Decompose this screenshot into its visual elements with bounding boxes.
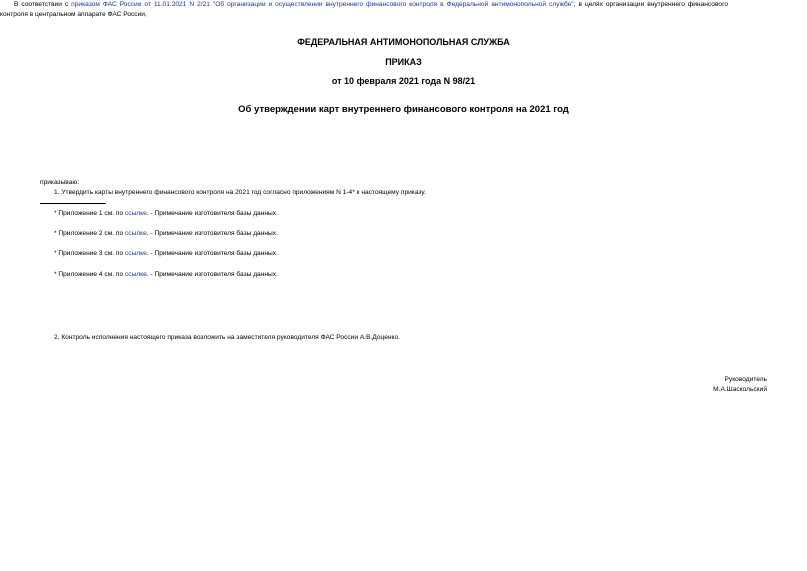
footnote-1 [54, 209, 278, 219]
footnote-4 [54, 270, 278, 280]
footnote-3-link[interactable]: ссылке [124, 250, 147, 257]
intro-paragraph [0, 0, 728, 20]
footnote-suffix: . - Примечание изготовителя базы данных. [146, 271, 278, 278]
footnote-prefix: * Приложение 4 см. по [54, 271, 125, 278]
footnote-suffix: . - Примечание изготовителя базы данных. [146, 210, 278, 217]
footnote-prefix: * Приложение 2 см. по [54, 230, 125, 237]
footnote-prefix: * Приложение 1 см. по [54, 210, 125, 217]
footnote-3 [54, 249, 278, 259]
org-heading: ФЕДЕРАЛЬНАЯ АНТИМОНОПОЛЬНАЯ СЛУЖБА [297, 37, 510, 47]
date-number-heading: от 10 февраля 2021 года N 98/21 [331, 76, 476, 86]
signature-position: Руководитель [724, 376, 767, 383]
decree-word: приказываю: [40, 179, 80, 186]
document-title: Об утверждении карт внутреннего финансового контроля на 2021 год [238, 104, 569, 115]
intro-suffix: , в целях организации внутреннего финансового контроля в центральном аппарате ФАС России, [0, 1, 728, 18]
footnote-suffix: . - Примечание изготовителя базы данных. [146, 230, 278, 237]
order-reference-link[interactable]: приказом ФАС России от 11.01.2021 N 2/21 "Об организации и осуществлении внутреннего финансового контроля в Федеральной антимонопольной службе" [71, 1, 574, 8]
footnote-1-link[interactable]: ссылке [124, 210, 147, 217]
footnote-2 [54, 229, 278, 239]
item-1: 1. Утвердить карты внутреннего финансового контроля на 2021 год согласно приложениям N 1-4* к настоящему приказу. [54, 189, 426, 196]
footnote-divider [40, 203, 106, 204]
footnote-suffix: . - Примечание изготовителя базы данных. [146, 250, 278, 257]
footnote-4-link[interactable]: ссылке [124, 271, 147, 278]
item-2: 2. Контроль исполнения настоящего приказа возложить на заместителя руководителя ФАС России А.В.Доценко. [54, 334, 400, 341]
signature-name: М.А.Шаскольский [713, 386, 767, 393]
footnote-prefix: * Приложение 3 см. по [54, 250, 125, 257]
intro-prefix: В соответствии с [14, 1, 72, 8]
footnote-2-link[interactable]: ссылке [124, 230, 147, 237]
doc-type-heading: ПРИКАЗ [385, 57, 422, 67]
